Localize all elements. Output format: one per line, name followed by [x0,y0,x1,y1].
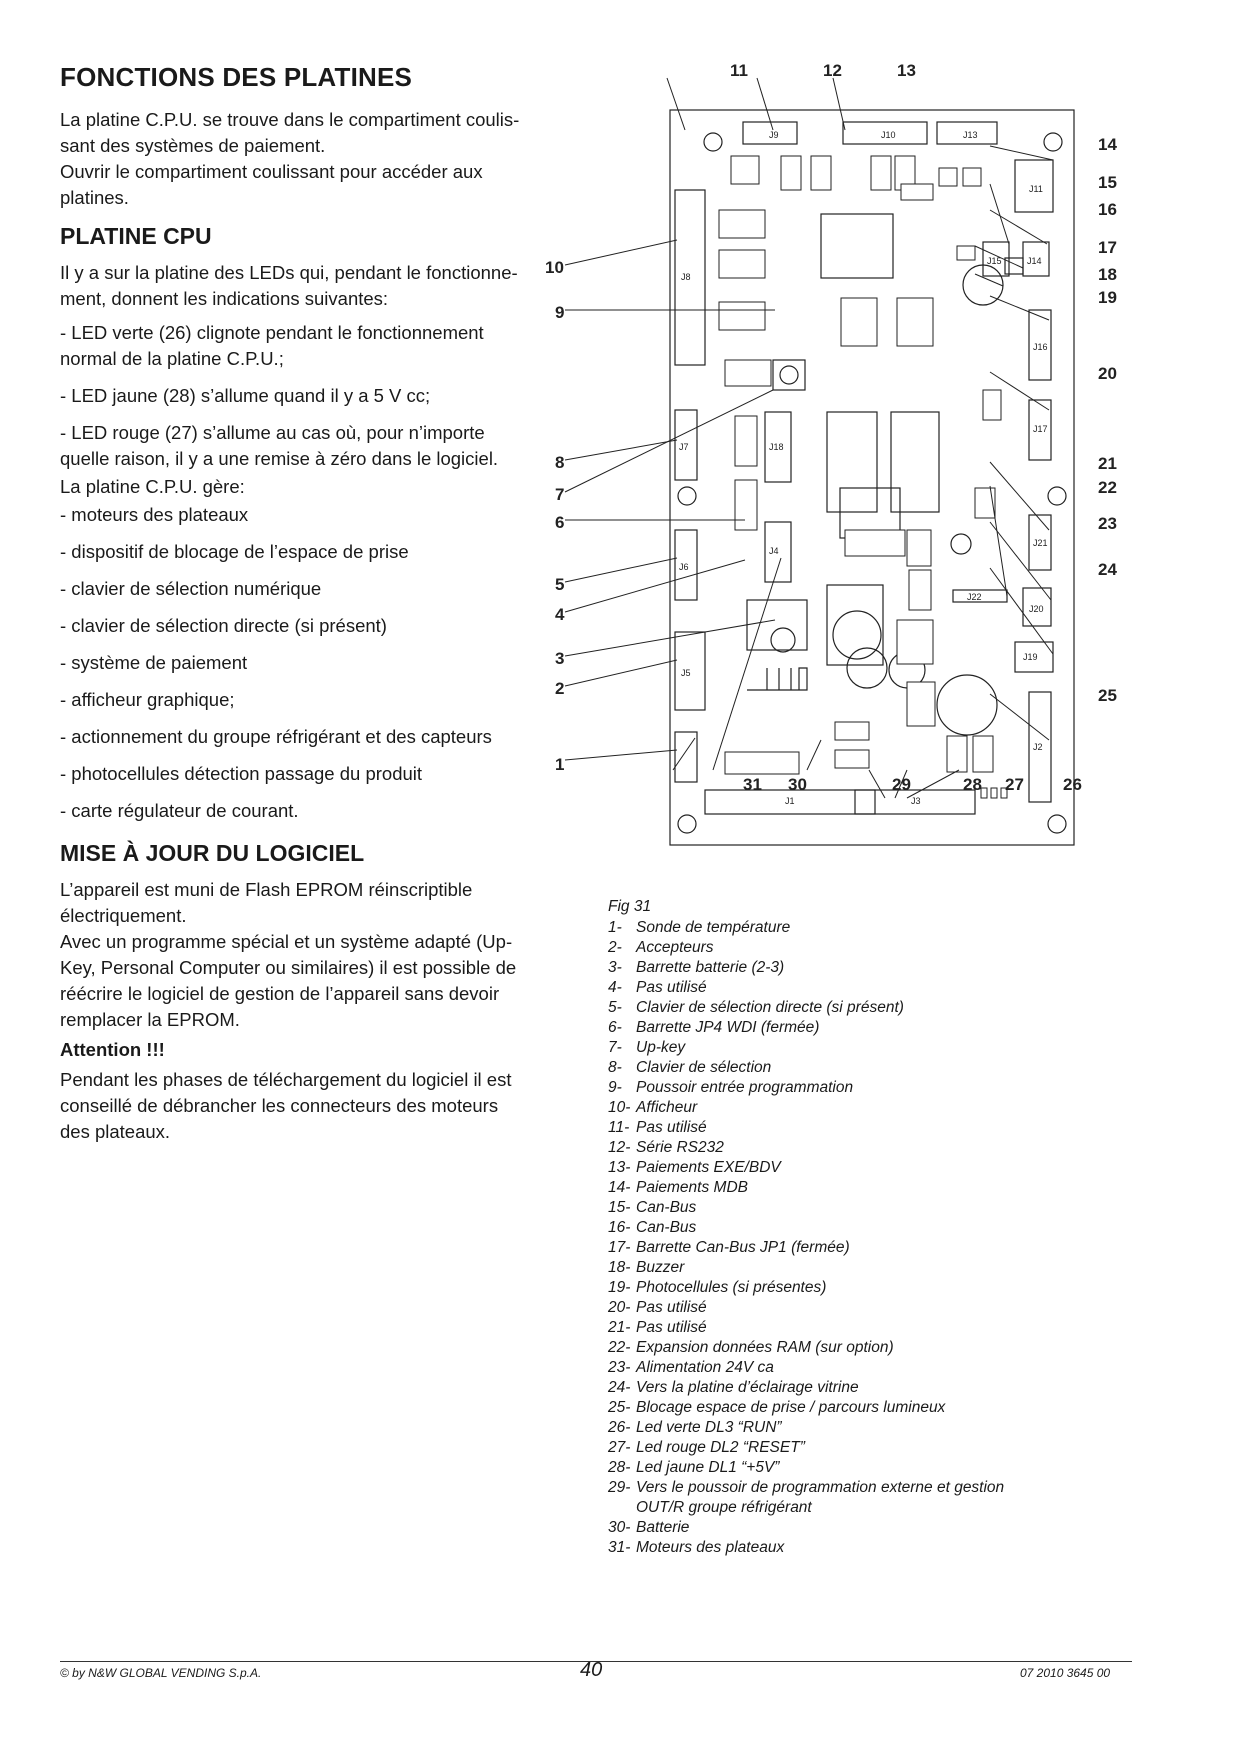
legend-item: 24- Vers la platine d’éclairage vitrine [608,1379,859,1396]
label-j11: J11 [1029,184,1043,194]
button-programming [773,360,805,390]
cpu-lead: Il y a sur la platine des LEDs qui, pendant le fonctionne- ment, donnent les indications suivantes: [60,262,518,309]
legend-item: 25- Blocage espace de prise / parcours lumineux [608,1399,946,1416]
legend-item: 27- Led rouge DL2 “RESET” [608,1439,805,1456]
legend-item: 9- Poussoir entrée programmation [608,1079,854,1096]
jumper-jp1 [1005,258,1023,274]
callout-20: 20 [1098,364,1117,383]
callout-29: 29 [892,775,911,794]
callout-2: 2 [555,679,565,698]
manages-item: - actionnement du groupe réfrigérant et des capteurs [60,726,492,747]
manages-item: - dispositif de blocage de l’espace de prise [60,541,409,562]
label-j16: J16 [1033,342,1048,352]
label-j4: J4 [769,546,779,556]
update-paragraph-3: Pendant les phases de téléchargement du logiciel il est conseillé de débrancher les connecteurs des moteurs des plateaux. [60,1069,512,1142]
callout-28: 28 [963,775,982,794]
callout-26: 26 [1063,775,1082,794]
update-paragraph-2: Avec un programme spécial et un système adapté (Up- Key, Personal Computer ou similaires) il est possible de réécrire le logiciel de gestion de l’appareil sans devoir remplacer la EPROM. [60,931,517,1030]
heading-mise-a-jour: MISE À JOUR DU LOGICIEL [60,840,365,866]
label-j5: J5 [681,668,691,678]
legend-item: 31- Moteurs des plateaux [608,1539,785,1556]
legend-item: 6- Barrette JP4 WDI (fermée) [608,1019,820,1036]
label-j19: J19 [1023,652,1038,662]
legend-item: 23- Alimentation 24V ca [608,1359,774,1376]
callout-8: 8 [555,453,565,472]
callout-25: 25 [1098,686,1117,705]
legend-item: 14- Paiements MDB [608,1179,748,1196]
legend-item: 13- Paiements EXE/BDV [608,1159,781,1176]
callout-4: 4 [555,605,565,624]
callout-5: 5 [555,575,565,594]
trimmer [951,534,971,554]
text-column [60,62,580,1153]
ic-ram [891,412,939,512]
figure-caption: Fig 31 [608,898,652,915]
manages-item: - moteurs des plateaux [60,504,249,525]
legend-item: 19- Photocellules (si présentes) [608,1279,827,1296]
callout-10: 10 [545,258,564,277]
legend-item: 17- Barrette Can-Bus JP1 (fermée) [608,1239,850,1256]
callout-24: 24 [1098,560,1117,579]
mounting-hole [704,133,722,151]
legend-item: 5- Clavier de sélection directe (si présent) [608,999,904,1016]
callout-14: 14 [1098,135,1117,154]
capacitor-large [937,675,997,735]
callout-30: 30 [788,775,807,794]
legend-item: 15- Can-Bus [608,1199,697,1216]
legend-item: 16- Can-Bus [608,1219,697,1236]
legend-item: 30- Batterie [608,1519,690,1536]
manages-item: - photocellules détection passage du produit [60,763,423,784]
manages-label: La platine C.P.U. gère: [60,476,245,497]
callout-21: 21 [1098,454,1117,473]
callout-23: 23 [1098,514,1117,533]
callout-12: 12 [823,61,842,80]
legend-item: 18- Buzzer [608,1259,685,1276]
label-j13: J13 [963,130,978,140]
legend-item: 7- Up-key [608,1039,686,1056]
mounting-hole [678,815,696,833]
update-paragraph-1: L’appareil est muni de Flash EPROM réinscriptible électriquement. [60,879,473,926]
ic-grid [719,156,1001,774]
label-j14: J14 [1027,256,1042,266]
mounting-hole [1044,133,1062,151]
battery [833,611,881,659]
label-j15: J15 [987,256,1002,266]
manages-item: - système de paiement [60,652,248,673]
ic-main [821,214,893,278]
legend-item: 26- Led verte DL3 “RUN” [608,1419,782,1436]
legend-item: 22- Expansion données RAM (sur option) [608,1339,894,1356]
legend-item: 4- Pas utilisé [608,979,707,996]
callout-3: 3 [555,649,565,668]
label-j3: J3 [911,796,921,806]
heading-platine-cpu: PLATINE CPU [60,223,212,249]
manages-item: - afficheur graphique; [60,689,235,710]
document-code: 07 2010 3645 00 [1020,1666,1111,1680]
callout-17: 17 [1098,238,1117,257]
callout-15: 15 [1098,173,1117,192]
legend-item: 10- Afficheur [608,1099,698,1116]
legend-item: 1- Sonde de température [608,919,791,936]
intro-paragraph: La platine C.P.U. se trouve dans le compartiment coulis- sant des systèmes de paiement. Ouvrir le compartiment coulissant pour accéder aux platines. [60,109,520,208]
footer-copyright: © by N&W GLOBAL VENDING S.p.A. [60,1666,262,1680]
manages-item: - clavier de sélection directe (si présent) [60,615,387,636]
legend-item: 11- Pas utilisé [608,1119,707,1136]
label-j20: J20 [1029,604,1044,614]
label-j22: J22 [967,592,982,602]
ic-eprom [827,412,877,512]
led-red-item: - LED rouge (27) s’allume au cas où, pour n’importe quelle raison, il y a une remise à zéro dans le logiciel. [60,422,499,469]
heatsink [747,668,807,690]
figure-legend [608,918,1028,1558]
legend-item: 28- Led jaune DL1 “+5V” [608,1459,780,1476]
led-green-item: - LED verte (26) clignote pendant le fonctionnement normal de la platine C.P.U.; [60,322,484,369]
label-j10: J10 [881,130,896,140]
legend-item: 3- Barrette batterie (2-3) [608,959,785,976]
led-dl2-icon [991,788,997,798]
callout-6: 6 [555,513,565,532]
callout-7: 7 [555,485,565,504]
label-j18: J18 [769,442,784,452]
led-group [981,788,1007,798]
callout-18: 18 [1098,265,1117,284]
callout-27: 27 [1005,775,1024,794]
label-j8: J8 [681,272,691,282]
label-j2: J2 [1033,742,1043,752]
cpu-board-diagram [545,60,1140,895]
label-j6: J6 [679,562,689,572]
callout-11: 11 [730,61,748,80]
callout-31: 31 [743,775,762,794]
callout-22: 22 [1098,478,1117,497]
legend-item: 8- Clavier de sélection [608,1059,772,1076]
label-j9: J9 [769,130,779,140]
callout-13: 13 [897,61,916,80]
button-programming-cap [780,366,798,384]
manages-item: - carte régulateur de courant. [60,800,299,821]
legend-item: 29- Vers le poussoir de programmation externe et gestion OUT/R groupe réfrigérant [608,1479,1005,1516]
legend-item: 20- Pas utilisé [608,1299,707,1316]
legend-item: 21- Pas utilisé [608,1319,707,1336]
legend-item: 12- Série RS232 [608,1139,724,1156]
label-j1: J1 [785,796,795,806]
label-j7: J7 [679,442,689,452]
capacitor [847,648,887,688]
attention-label: Attention !!! [60,1039,165,1060]
page-title: FONCTIONS DES PLATINES [60,62,413,92]
regulator [747,600,807,650]
led-yellow-item: - LED jaune (28) s’allume quand il y a 5 V cc; [60,385,431,406]
label-j17: J17 [1033,424,1048,434]
regulator-capacitor [771,628,795,652]
callout-9: 9 [555,303,565,322]
legend-item: 2- Accepteurs [608,939,714,956]
mounting-hole [1048,487,1066,505]
page-number: 40 [580,1659,603,1681]
manages-item: - clavier de sélection numérique [60,578,322,599]
callout-1: 1 [555,755,565,774]
callout-19: 19 [1098,288,1117,307]
mounting-hole [678,487,696,505]
label-j21: J21 [1033,538,1048,548]
mounting-hole [1048,815,1066,833]
callout-16: 16 [1098,200,1117,219]
